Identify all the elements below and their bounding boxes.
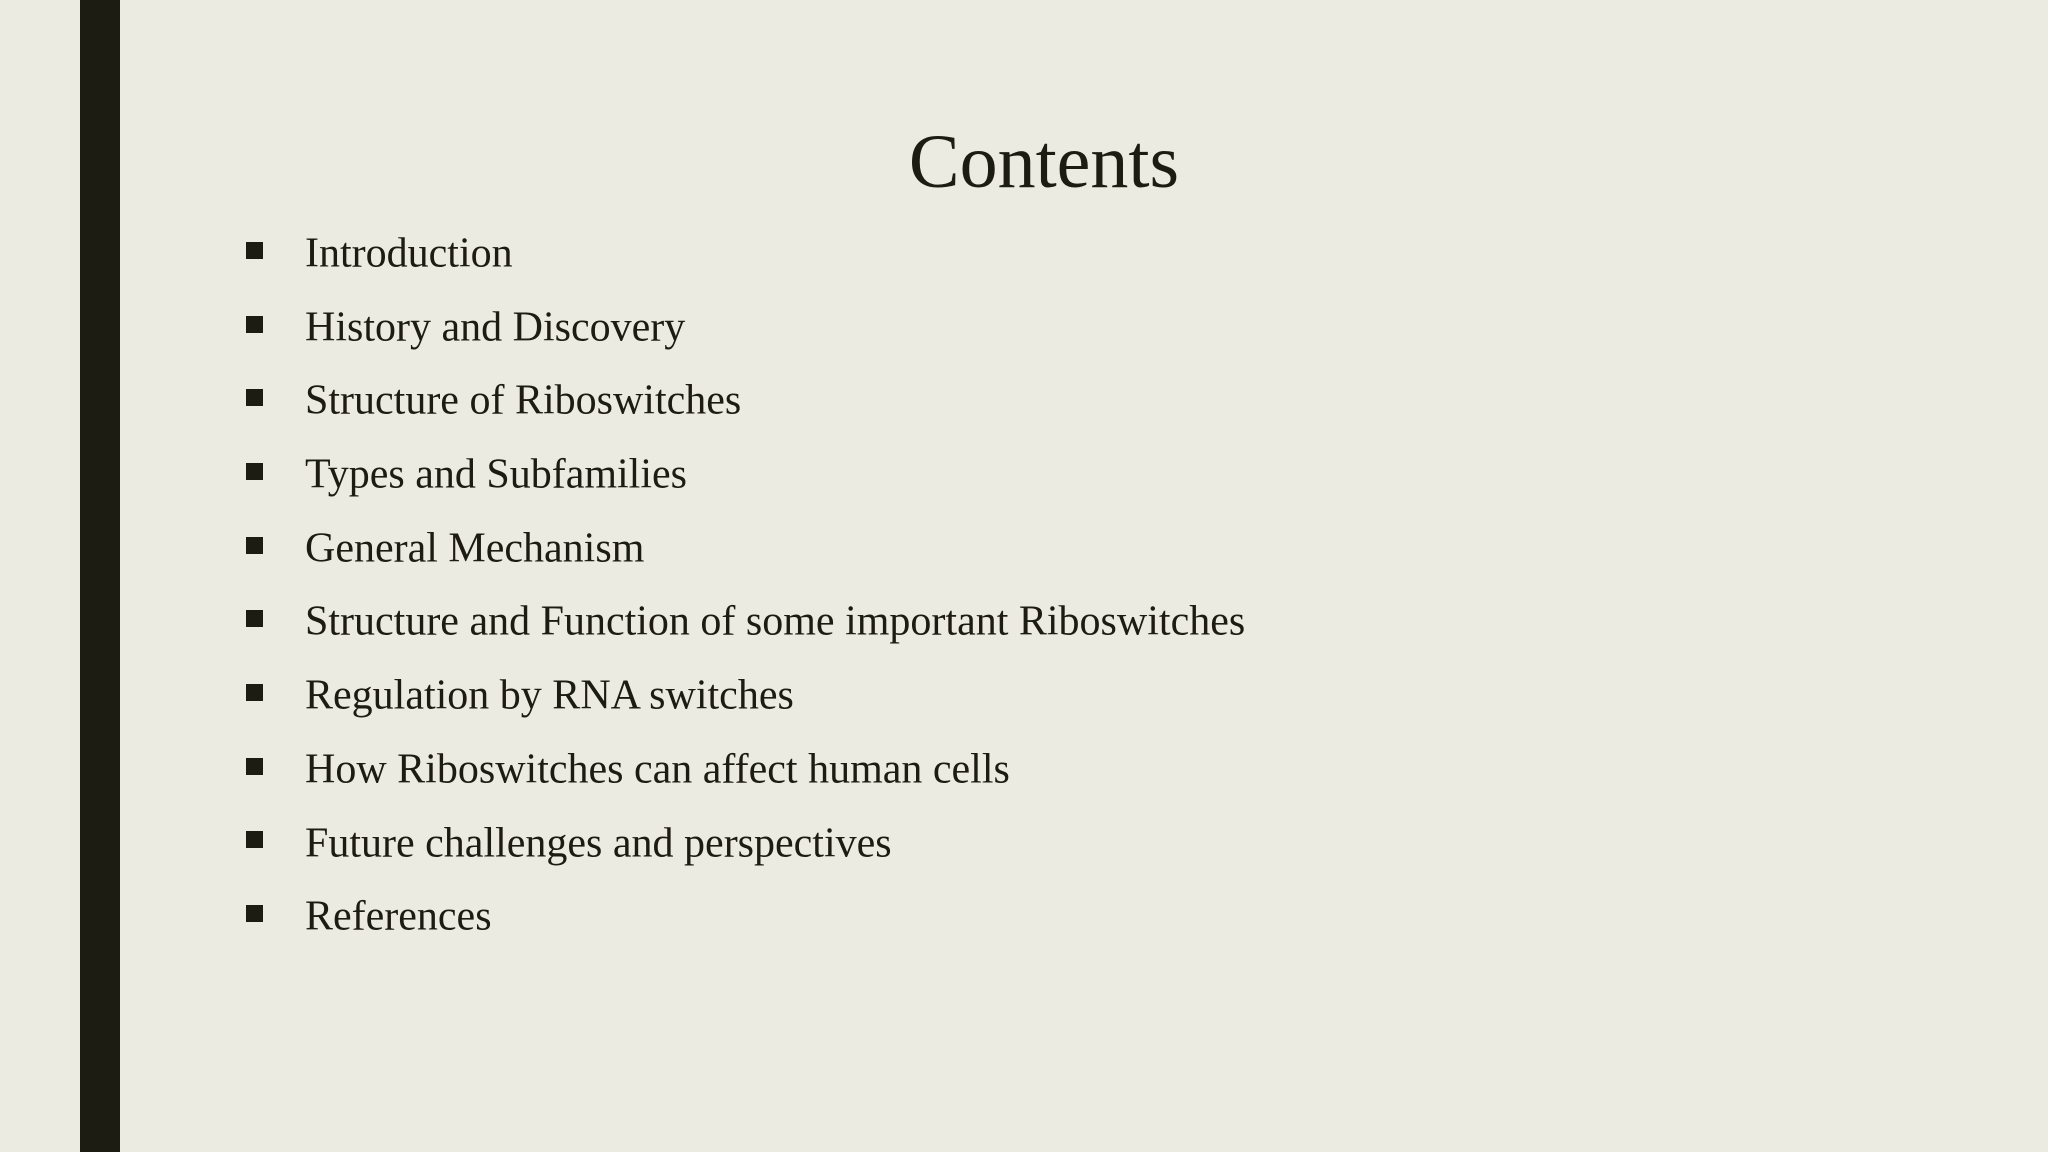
square-bullet-icon [246, 758, 263, 775]
list-item [246, 510, 1245, 584]
list-item-label: Types and Subfamilies [305, 451, 687, 498]
list-item-label: Introduction [305, 230, 513, 277]
square-bullet-icon [246, 463, 263, 480]
list-item-label: History and Discovery [305, 304, 686, 351]
slide-title [120, 112, 2048, 212]
list-item-label: Future challenges and perspectives [305, 820, 892, 866]
list-item-label: General Mechanism [305, 525, 645, 572]
square-bullet-icon [246, 389, 263, 406]
square-bullet-icon [246, 905, 263, 922]
list-item-label: Structure and Function of some important Riboswitches [305, 598, 1246, 645]
list-item [246, 731, 1245, 805]
list-item [246, 215, 1245, 289]
left-accent-bar [80, 0, 120, 1152]
list-item [246, 436, 1245, 510]
square-bullet-icon [246, 684, 263, 701]
square-bullet-icon [246, 537, 263, 554]
list-item-label: Regulation by RNA switches [305, 672, 794, 719]
list-item [246, 805, 1245, 879]
square-bullet-icon [246, 610, 263, 627]
list-item [246, 362, 1245, 436]
square-bullet-icon [246, 831, 263, 848]
list-item-label: How Riboswitches can affect human cells [305, 746, 1010, 793]
list-item-label: References [305, 893, 492, 940]
slide-title-text: Contents [908, 120, 1180, 204]
list-item [246, 878, 1245, 952]
square-bullet-icon [246, 316, 263, 333]
contents-list [246, 215, 1245, 952]
list-item [246, 583, 1245, 657]
list-item-label: Structure of Riboswitches [305, 377, 742, 424]
list-item [246, 289, 1245, 363]
list-item [246, 657, 1245, 731]
square-bullet-icon [246, 242, 263, 259]
